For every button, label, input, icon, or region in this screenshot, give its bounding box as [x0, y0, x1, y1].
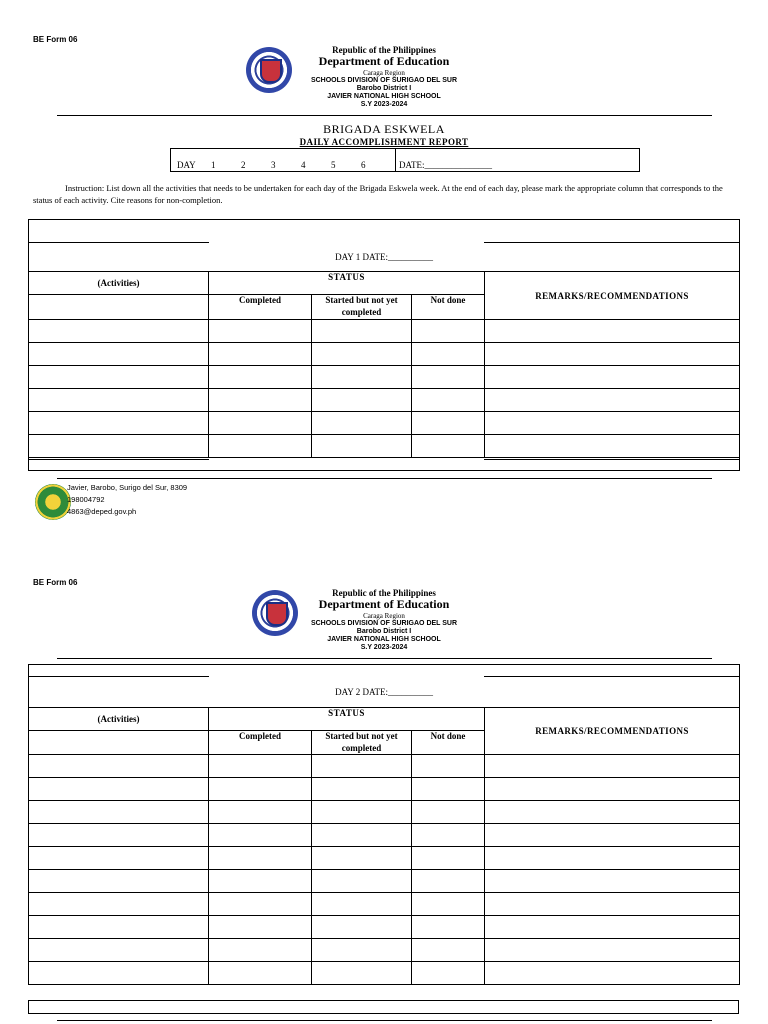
cell[interactable] — [485, 389, 740, 412]
cell[interactable] — [412, 320, 485, 343]
cell[interactable] — [209, 412, 312, 435]
cell[interactable] — [209, 435, 312, 458]
cell[interactable] — [209, 389, 312, 412]
footer-divider — [57, 478, 712, 479]
cell[interactable] — [209, 755, 312, 778]
cell[interactable] — [485, 870, 740, 893]
cell[interactable] — [485, 893, 740, 916]
cell[interactable] — [412, 916, 485, 939]
table-row — [29, 801, 740, 824]
cell[interactable] — [209, 366, 312, 389]
status-header: STATUS — [209, 708, 485, 731]
cell[interactable] — [209, 320, 312, 343]
day-selector-box — [170, 148, 640, 172]
cell[interactable] — [412, 412, 485, 435]
table-row — [29, 847, 740, 870]
date-field[interactable]: DATE:_______________ — [399, 160, 492, 170]
republic-text: Republic of the Philippines — [332, 588, 436, 598]
activities-header: (Activities) — [29, 272, 209, 295]
cell[interactable] — [29, 847, 209, 870]
cell[interactable] — [29, 320, 209, 343]
cell[interactable] — [29, 962, 209, 985]
rule — [29, 676, 209, 677]
not-done-header: Not done — [412, 295, 485, 320]
footer-divider — [57, 1020, 712, 1021]
department-text: Department of Education — [318, 54, 450, 69]
day2-table — [28, 664, 740, 985]
rule — [29, 459, 209, 460]
rule — [484, 242, 739, 243]
cell[interactable] — [485, 962, 740, 985]
cell[interactable] — [209, 939, 312, 962]
activities-subcell — [29, 295, 209, 320]
rule — [484, 459, 739, 460]
cell[interactable] — [312, 778, 412, 801]
cell[interactable] — [312, 366, 412, 389]
activities-header: (Activities) — [29, 708, 209, 731]
cell[interactable] — [485, 412, 740, 435]
cell[interactable] — [485, 778, 740, 801]
cell[interactable] — [29, 389, 209, 412]
table-row — [29, 389, 740, 412]
cell[interactable] — [29, 343, 209, 366]
cell[interactable] — [312, 435, 412, 458]
table-row — [29, 824, 740, 847]
footer-contact — [67, 482, 187, 518]
cell[interactable] — [412, 893, 485, 916]
cell[interactable] — [312, 870, 412, 893]
completed-header: Completed — [209, 731, 312, 755]
rule — [28, 1013, 246, 1014]
division-text: SCHOOLS DIVISION OF SURIGAO DEL SUR — [310, 77, 458, 85]
cell[interactable] — [29, 366, 209, 389]
region-text: Caraga Region — [363, 69, 405, 78]
cell[interactable] — [485, 916, 740, 939]
cell[interactable] — [29, 755, 209, 778]
day1-bottom-row — [29, 458, 740, 471]
day-option[interactable]: 4 — [301, 160, 306, 170]
school-year-text: S.Y 2023-2024 — [360, 101, 408, 109]
cell[interactable] — [485, 343, 740, 366]
day2-bottom-box — [28, 1000, 739, 1014]
district-text: Barobo District I — [356, 628, 412, 636]
region-text: Caraga Region — [363, 612, 405, 621]
cell[interactable] — [412, 366, 485, 389]
cell[interactable] — [209, 916, 312, 939]
cell[interactable] — [209, 962, 312, 985]
day2-title: DAY 2 DATE:__________ — [29, 677, 740, 708]
started-header: Started but not yet completed — [312, 295, 412, 320]
cell[interactable] — [412, 962, 485, 985]
cell[interactable] — [29, 412, 209, 435]
rule — [29, 242, 209, 243]
cell[interactable] — [485, 755, 740, 778]
school-year-text: S.Y 2023-2024 — [360, 644, 408, 652]
cell[interactable] — [312, 847, 412, 870]
footer-address: Javier, Barobo, Surigo del Sur, 8309 — [67, 483, 188, 492]
table-row — [29, 320, 740, 343]
header-divider — [57, 115, 712, 116]
table-row — [29, 412, 740, 435]
day-option[interactable]: 2 — [241, 160, 246, 170]
cell[interactable] — [312, 343, 412, 366]
cell[interactable] — [412, 824, 485, 847]
cell[interactable] — [209, 778, 312, 801]
cell[interactable] — [412, 389, 485, 412]
completed-header: Completed — [209, 295, 312, 320]
table-row — [29, 755, 740, 778]
remarks-header: REMARKS/RECOMMENDATIONS — [485, 272, 740, 320]
started-header: Started but not yet completed — [312, 731, 412, 755]
activities-subcell — [29, 731, 209, 755]
cell[interactable] — [485, 320, 740, 343]
header-divider — [57, 658, 712, 659]
form-number: BE Form 06 — [33, 578, 78, 587]
day1-title: DAY 1 DATE:__________ — [29, 243, 740, 272]
footer-phone: 198004792 — [67, 495, 105, 504]
day1-top-row — [29, 220, 740, 244]
department-text: Department of Education — [318, 597, 450, 612]
day-label: DAY — [177, 160, 196, 170]
day-selector-divider — [395, 149, 396, 171]
day2-top-row — [29, 665, 740, 678]
table-row — [29, 916, 740, 939]
cell[interactable] — [29, 893, 209, 916]
table-row — [29, 962, 740, 985]
cell[interactable] — [209, 893, 312, 916]
table-row — [29, 939, 740, 962]
rule — [483, 1013, 739, 1014]
cell[interactable] — [29, 824, 209, 847]
cell[interactable] — [312, 389, 412, 412]
cell[interactable] — [412, 343, 485, 366]
remarks-header: REMARKS/RECOMMENDATIONS — [485, 708, 740, 755]
cell[interactable] — [312, 801, 412, 824]
day-option[interactable]: 6 — [361, 160, 366, 170]
cell[interactable] — [29, 435, 209, 458]
cell[interactable] — [312, 893, 412, 916]
republic-text: Republic of the Philippines — [332, 45, 436, 55]
cell[interactable] — [485, 824, 740, 847]
school-logo-icon — [35, 484, 71, 520]
cell[interactable] — [412, 801, 485, 824]
table-row — [29, 435, 740, 458]
report-subtitle: DAILY ACCOMPLISHMENT REPORT — [299, 137, 469, 147]
cell[interactable] — [29, 916, 209, 939]
day-option[interactable]: 3 — [271, 160, 276, 170]
cell[interactable] — [209, 847, 312, 870]
rule — [484, 676, 739, 677]
cell[interactable] — [312, 939, 412, 962]
not-done-header: Not done — [412, 731, 485, 755]
cell[interactable] — [209, 343, 312, 366]
cell[interactable] — [312, 962, 412, 985]
letterhead — [234, 45, 534, 109]
cell[interactable] — [412, 778, 485, 801]
table-row — [29, 778, 740, 801]
report-title: BRIGADA ESKWELA — [323, 122, 445, 136]
division-text: SCHOOLS DIVISION OF SURIGAO DEL SUR — [310, 620, 458, 628]
cell[interactable] — [29, 939, 209, 962]
cell[interactable] — [485, 366, 740, 389]
cell[interactable] — [412, 939, 485, 962]
cell[interactable] — [412, 755, 485, 778]
cell[interactable] — [485, 435, 740, 458]
cell[interactable] — [312, 824, 412, 847]
cell[interactable] — [209, 870, 312, 893]
cell[interactable] — [312, 320, 412, 343]
table-row — [29, 870, 740, 893]
cell[interactable] — [412, 870, 485, 893]
table-row — [29, 893, 740, 916]
cell[interactable] — [312, 916, 412, 939]
instruction-text: Instruction: List down all the activities that needs to be undertaken for each day of the Brigada Eskwela week. At the end of each day, please mark the appropriate column that corresponds to the status of each activity. Cite reasons for non-completion. — [33, 183, 723, 206]
letterhead — [234, 588, 534, 652]
table-row — [29, 343, 740, 366]
footer-email: 4863@deped.gov.ph — [67, 507, 137, 516]
cell[interactable] — [412, 435, 485, 458]
cell[interactable] — [485, 801, 740, 824]
day1-table — [28, 219, 740, 471]
cell[interactable] — [485, 847, 740, 870]
school-text: JAVIER NATIONAL HIGH SCHOOL — [327, 636, 441, 644]
cell[interactable] — [29, 870, 209, 893]
cell[interactable] — [312, 755, 412, 778]
school-text: JAVIER NATIONAL HIGH SCHOOL — [327, 93, 441, 101]
table-row — [29, 366, 740, 389]
district-text: Barobo District I — [356, 85, 412, 93]
day-option[interactable]: 5 — [331, 160, 336, 170]
cell[interactable] — [412, 847, 485, 870]
day-option[interactable]: 1 — [211, 160, 216, 170]
cell[interactable] — [312, 412, 412, 435]
cell[interactable] — [485, 939, 740, 962]
cell[interactable] — [209, 801, 312, 824]
cell[interactable] — [29, 778, 209, 801]
cell[interactable] — [29, 801, 209, 824]
form-number: BE Form 06 — [33, 35, 78, 44]
status-header: STATUS — [209, 272, 485, 295]
cell[interactable] — [209, 824, 312, 847]
